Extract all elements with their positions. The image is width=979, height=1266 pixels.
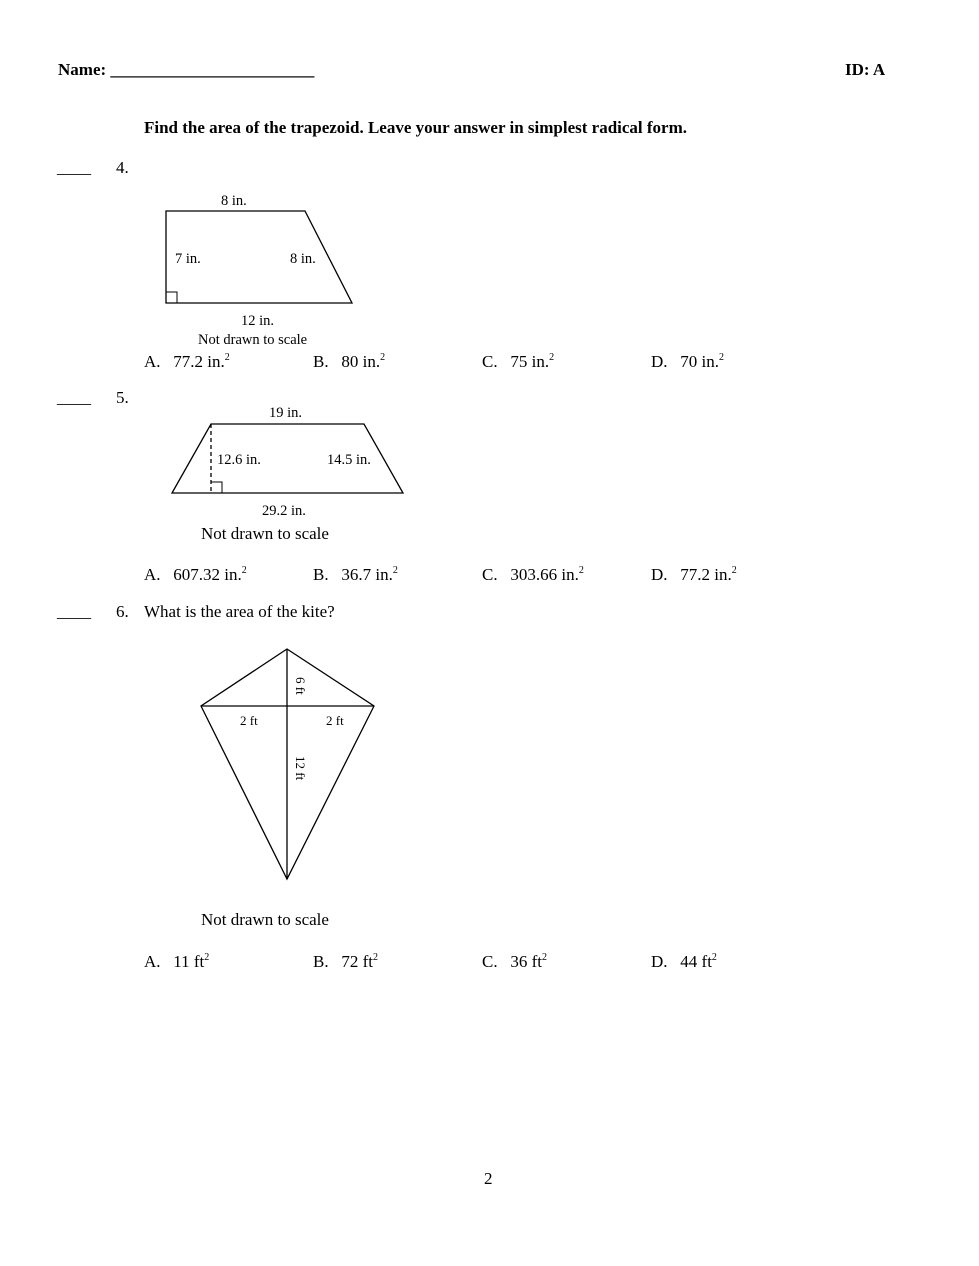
label-left: 2 ft [240, 713, 258, 728]
exponent: 2 [731, 565, 737, 576]
exponent: 2 [224, 352, 230, 363]
exponent: 2 [719, 352, 725, 363]
label-bottom: 12 in. [241, 313, 275, 329]
choice-value: 80 in. [341, 352, 381, 371]
choice-letter: A. [144, 565, 161, 584]
choice-letter: B. [313, 952, 329, 971]
choice-value: 70 in. [680, 352, 720, 371]
label-side: 14.5 in. [327, 452, 371, 468]
choice-value: 36 ft [510, 952, 542, 971]
exponent: 2 [392, 565, 398, 576]
name-blank[interactable]: ________________________ [110, 60, 315, 79]
question-number: 4. [116, 158, 129, 177]
label-right: 2 ft [326, 713, 344, 728]
exponent: 2 [578, 565, 584, 576]
label-top-diagonal: 6 ft [293, 677, 308, 695]
id-label: ID: [845, 60, 870, 79]
choice-letter: C. [482, 352, 498, 371]
name-label: Name: [58, 60, 107, 79]
exponent: 2 [549, 352, 555, 363]
choice-value: 77.2 in. [680, 565, 732, 584]
choice-value: 11 ft [173, 952, 205, 971]
question-number: 5. [116, 388, 129, 407]
choice-letter: B. [313, 565, 329, 584]
answer-blank[interactable]: ____ [57, 388, 91, 407]
figure-note: Not drawn to scale [198, 332, 308, 348]
choice-d[interactable] [651, 952, 717, 972]
choice-a[interactable] [144, 952, 209, 972]
exponent: 2 [372, 952, 378, 963]
choice-letter: A. [144, 952, 161, 971]
exponent: 2 [241, 565, 247, 576]
choice-value: 75 in. [510, 352, 550, 371]
exponent: 2 [204, 952, 210, 963]
label-right: 8 in. [290, 251, 316, 267]
id-value: A [872, 60, 886, 79]
choice-value: 72 ft [341, 952, 373, 971]
choice-c[interactable] [482, 952, 547, 972]
exponent: 2 [541, 952, 547, 963]
choice-value: 77.2 in. [173, 352, 225, 371]
choice-letter: D. [651, 565, 668, 584]
choice-letter: B. [313, 352, 329, 371]
question-text: What is the area of the kite? [144, 602, 335, 621]
choice-letter: C. [482, 565, 498, 584]
answer-blank[interactable]: ____ [57, 158, 91, 177]
figure-note: Not drawn to scale [201, 910, 329, 929]
choice-b[interactable] [313, 952, 378, 972]
figure-note: Not drawn to scale [201, 524, 329, 543]
choice-letter: A. [144, 352, 161, 371]
choice-value: 607.32 in. [173, 565, 242, 584]
label-bottom: 29.2 in. [262, 503, 306, 519]
choice-value: 44 ft [680, 952, 712, 971]
choice-letter: D. [651, 952, 668, 971]
choice-value: 303.66 in. [510, 565, 579, 584]
label-bottom-diagonal: 12 ft [293, 756, 308, 781]
choice-letter: D. [651, 352, 668, 371]
exponent: 2 [711, 952, 717, 963]
choice-letter: C. [482, 952, 498, 971]
label-left: 7 in. [175, 251, 201, 267]
instructions: Find the area of the trapezoid. Leave your answer in simplest radical form. [144, 118, 688, 137]
exponent: 2 [380, 352, 386, 363]
choice-value: 36.7 in. [341, 565, 393, 584]
question-number: 6. [116, 602, 129, 621]
label-height: 12.6 in. [217, 452, 261, 468]
page-number: 2 [484, 1169, 493, 1188]
answer-blank[interactable]: ____ [57, 602, 91, 621]
label-top: 8 in. [221, 193, 247, 209]
label-top: 19 in. [269, 405, 303, 421]
